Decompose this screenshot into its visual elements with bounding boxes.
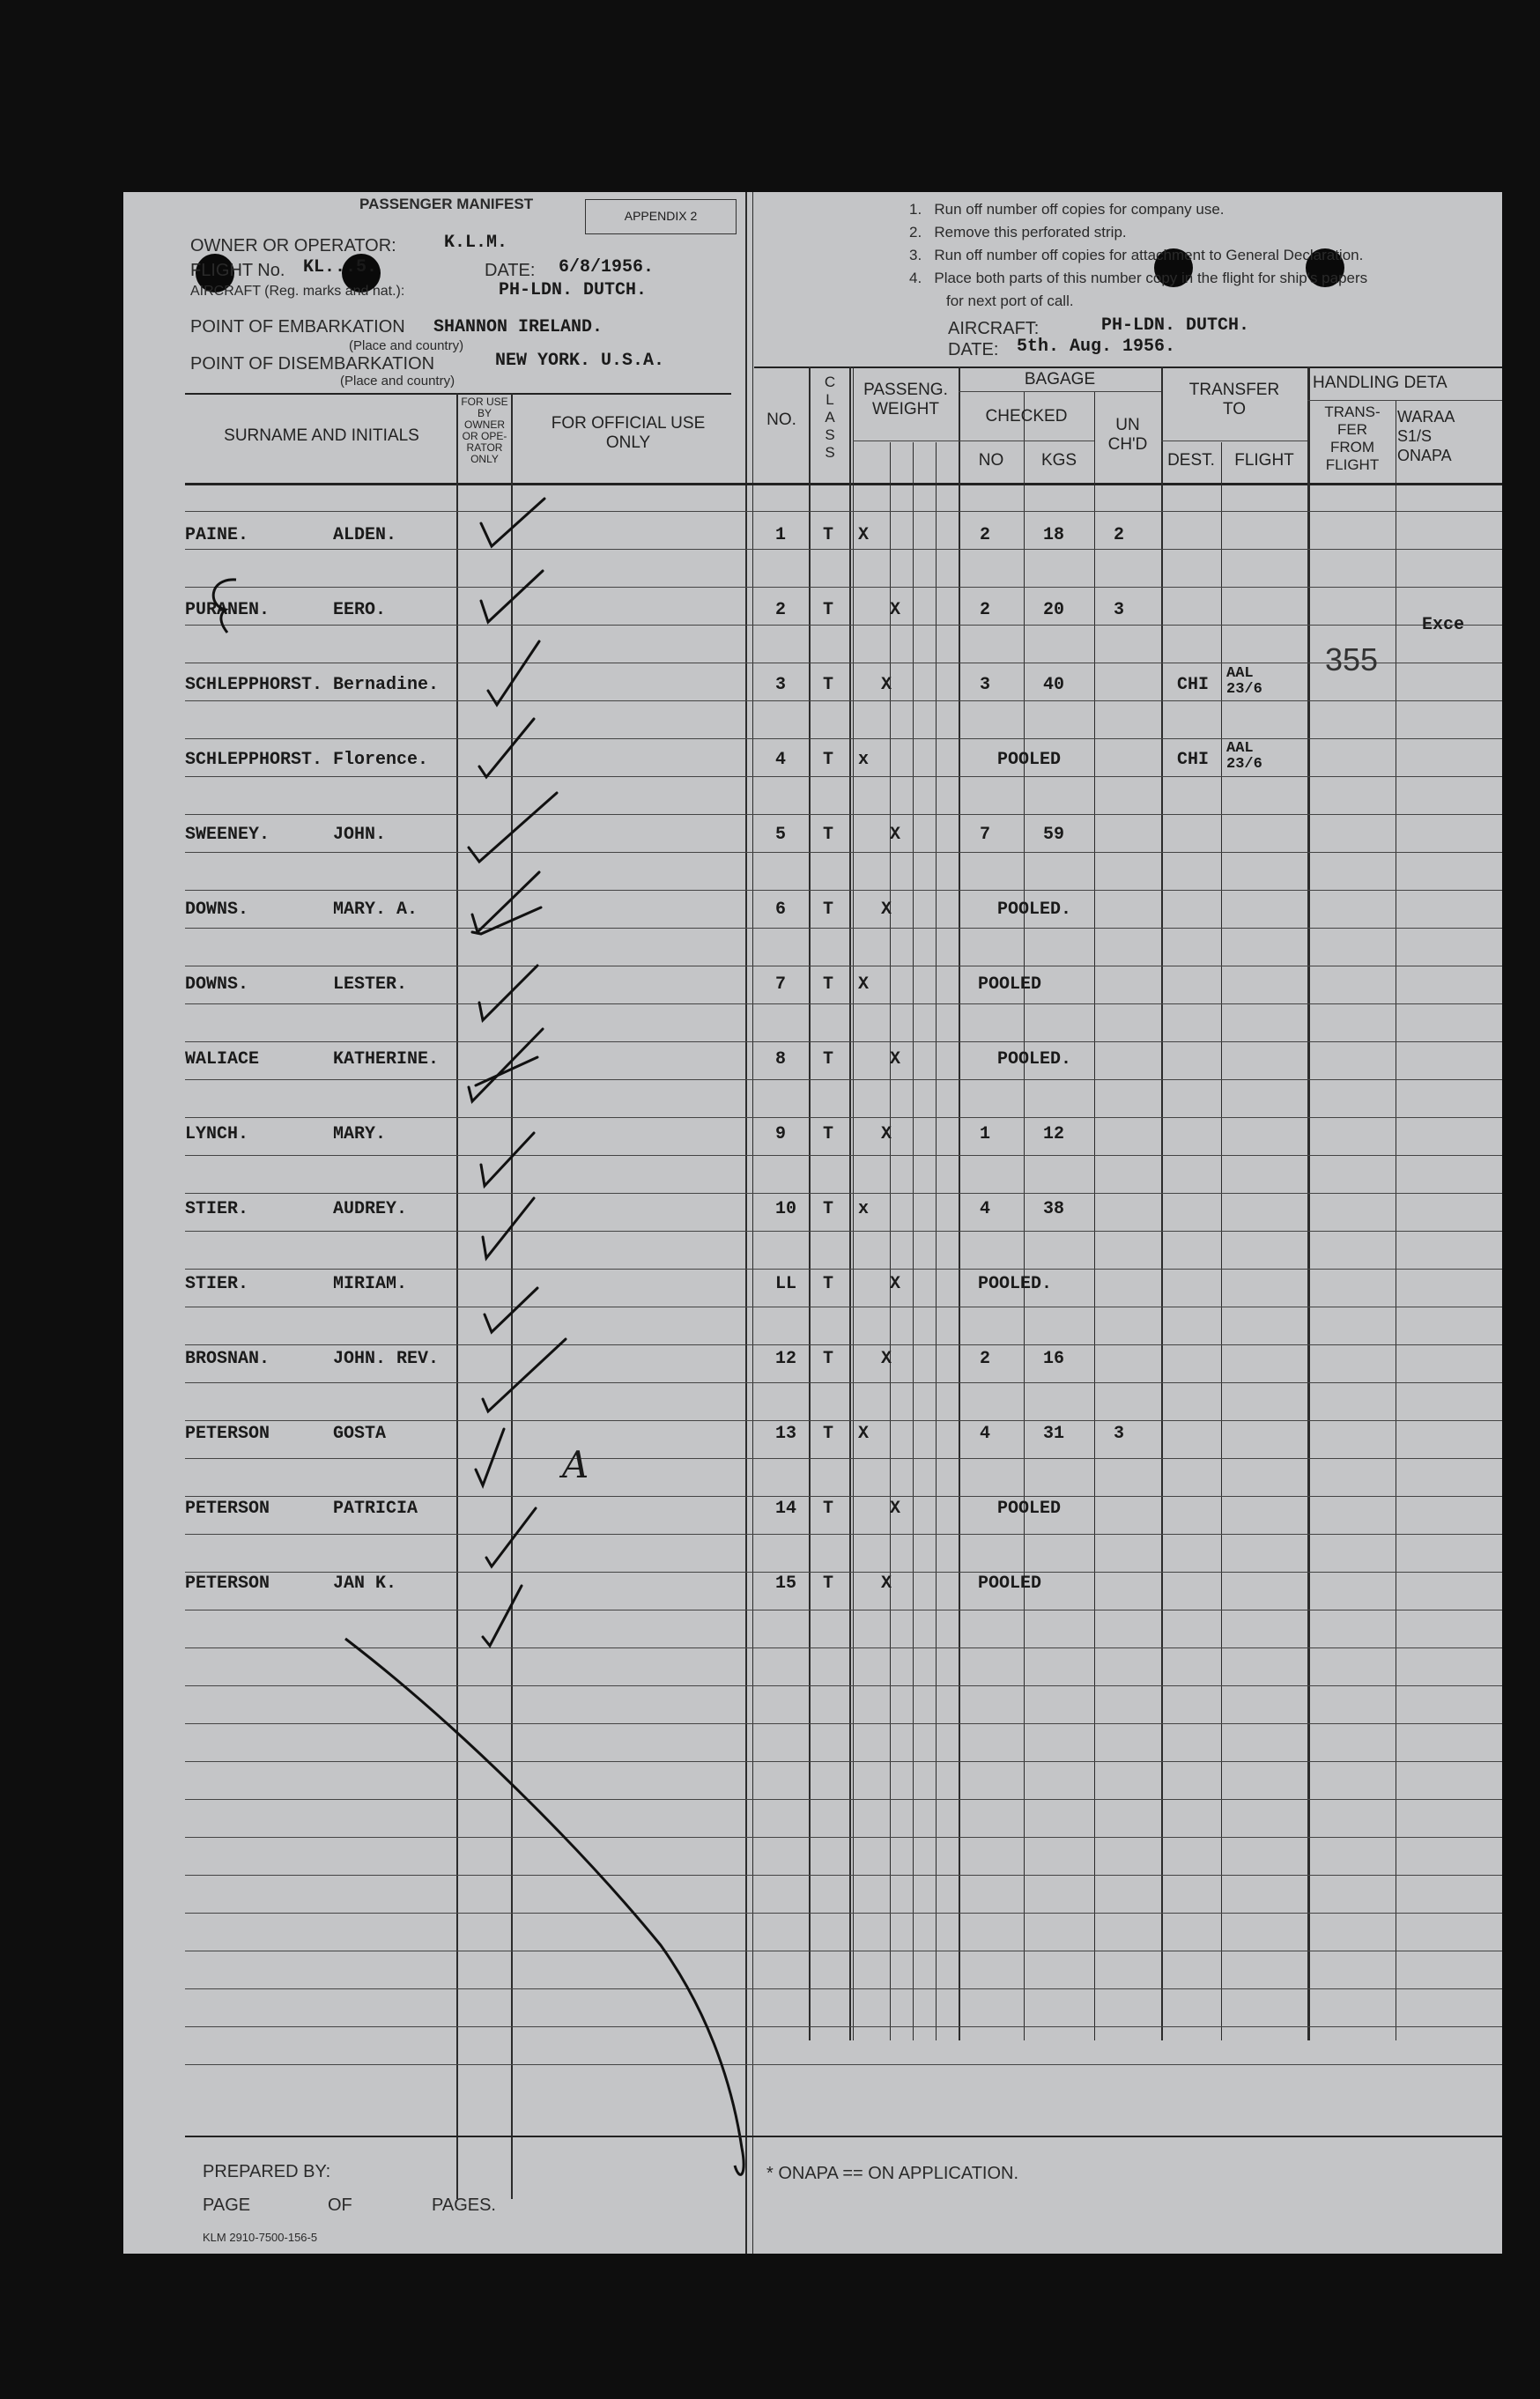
- instruction-item: 1. Run off number off copies for company use.: [909, 201, 1225, 218]
- passenger-class: T: [823, 600, 834, 620]
- checkmark-icon: [483, 1198, 534, 1258]
- passenger-class: T: [823, 825, 834, 845]
- passenger-class: T: [823, 974, 834, 995]
- passenger-number: 2: [775, 600, 787, 620]
- instruction-item: for next port of call.: [946, 292, 1074, 309]
- passenger-surname: SWEENEY.: [185, 825, 270, 845]
- transfer-header: TRANSFER TO: [1188, 381, 1280, 418]
- owner-label: OWNER OR OPERATOR:: [190, 236, 396, 255]
- unchd-header: UN CH'D: [1107, 416, 1148, 454]
- unchecked-count: 3: [1114, 600, 1125, 620]
- handwritten-number: 355: [1325, 641, 1379, 677]
- transfer-dest: CHI: [1177, 675, 1210, 695]
- handling-header: HANDLING DETA: [1313, 374, 1447, 392]
- passenger-number: 6: [775, 900, 787, 920]
- passenger-surname: SCHLEPPHORST.: [185, 675, 323, 695]
- date-label-right: DATE:: [948, 340, 999, 359]
- dest-header: DEST.: [1167, 451, 1215, 470]
- passenger-surname: STIER.: [185, 1274, 249, 1294]
- passenger-class: T: [823, 750, 834, 770]
- passenger-class: T: [823, 1573, 834, 1594]
- passenger-surname: PAINE.: [185, 525, 249, 545]
- disembark-value: NEW YORK. U.S.A.: [495, 351, 665, 371]
- passenger-weight-mark: X: [890, 1049, 901, 1070]
- pages-label: PAGES.: [432, 2195, 496, 2215]
- passenger-initials: Bernadine.: [333, 675, 440, 695]
- passenger-number: LL: [775, 1274, 797, 1294]
- aircraft-label: AIRCRAFT (Reg. marks and nat.):: [190, 284, 405, 299]
- passenger-initials: AUDREY.: [333, 1199, 408, 1219]
- passenger-initials: ALDEN.: [333, 525, 397, 545]
- passenger-number: 7: [775, 974, 787, 995]
- passenger-class: T: [823, 1499, 834, 1519]
- of-label: OF: [328, 2195, 352, 2215]
- passeng-weight-header: PASSENG. WEIGHT: [863, 381, 948, 418]
- pooled-note: POOLED.: [978, 1274, 1053, 1294]
- date-value-right: 5th. Aug. 1956.: [1017, 337, 1176, 357]
- aircraft-value: PH-LDN. DUTCH.: [499, 280, 648, 300]
- bag-kgs: 18: [1043, 525, 1065, 545]
- bag-kgs: 59: [1043, 825, 1065, 845]
- strike-through-line: [345, 1639, 744, 2174]
- aircraft-label-right: AIRCRAFT:: [948, 319, 1040, 338]
- passenger-initials: MIRIAM.: [333, 1274, 408, 1294]
- passenger-number: 1: [775, 525, 787, 545]
- instruction-item: 2. Remove this perforated strip.: [909, 224, 1127, 241]
- passenger-number: 12: [775, 1349, 797, 1369]
- passenger-surname: DOWNS.: [185, 974, 249, 995]
- passenger-number: 3: [775, 675, 787, 695]
- passenger-number: 4: [775, 750, 787, 770]
- bag-kgs: 31: [1043, 1424, 1065, 1444]
- passenger-class: T: [823, 1424, 834, 1444]
- unchecked-count: 2: [1114, 525, 1125, 545]
- prepared-by-label: PREPARED BY:: [203, 2162, 331, 2181]
- checkmark-icon: [479, 966, 537, 1020]
- checkmark-icon: [483, 1586, 522, 1646]
- passenger-initials: JAN K.: [333, 1573, 397, 1594]
- flight-label: FLIGHT No.: [190, 261, 285, 280]
- manifest-title: PASSENGER MANIFEST: [359, 196, 534, 212]
- no-header: NO.: [766, 411, 796, 429]
- pooled-note: POOLED: [997, 750, 1062, 770]
- footer-border: [185, 2136, 1502, 2137]
- transfer-dest: CHI: [1177, 750, 1210, 770]
- passenger-weight-mark: X: [858, 525, 870, 545]
- checkmark-icon: [476, 1057, 537, 1085]
- passenger-surname: BROSNAN.: [185, 1349, 270, 1369]
- checkmark-icon: [469, 1029, 543, 1101]
- passenger-weight-mark: X: [881, 1349, 892, 1369]
- passenger-surname: PURANEN.: [185, 600, 270, 620]
- passenger-surname: DOWNS.: [185, 900, 249, 920]
- bag-count: 2: [980, 1349, 991, 1369]
- transfer-flight: AAL 23/6: [1226, 740, 1262, 773]
- instruction-item: 4. Place both parts of this number copy in the flight for ship's papers: [909, 270, 1368, 286]
- passenger-class: T: [823, 1124, 834, 1144]
- place-country-label: (Place and country): [340, 374, 455, 389]
- checkmark-icons: [469, 499, 566, 1646]
- passenger-weight-mark: X: [881, 1573, 892, 1594]
- page-label: PAGE: [203, 2195, 251, 2215]
- bag-kgs: 40: [1043, 675, 1065, 695]
- passenger-class: T: [823, 1349, 834, 1369]
- pooled-note: POOLED: [978, 1573, 1042, 1594]
- checkmark-icon: [481, 499, 544, 546]
- excess-note: Exce: [1422, 615, 1465, 635]
- aircraft-value-right: PH-LDN. DUTCH.: [1101, 315, 1250, 336]
- bag-count: 4: [980, 1199, 991, 1219]
- bag-count: 3: [980, 675, 991, 695]
- kgs-header: KGS: [1040, 451, 1077, 470]
- appendix-label: APPENDIX 2: [624, 209, 698, 223]
- owner-use-header: FOR USE BY OWNER OR OPE- RATOR ONLY: [461, 396, 508, 465]
- disembark-label: POINT OF DISEMBARKATION: [190, 354, 435, 374]
- bag-kgs: 16: [1043, 1349, 1065, 1369]
- bag-count: 2: [980, 525, 991, 545]
- embark-value: SHANNON IRELAND.: [433, 317, 603, 337]
- bagage-header: BAGAGE: [1024, 370, 1096, 389]
- passenger-surname: PETERSON: [185, 1424, 270, 1444]
- bag-count: 4: [980, 1424, 991, 1444]
- bag-kgs: 20: [1043, 600, 1065, 620]
- bag-no-header: NO: [978, 451, 1004, 470]
- passenger-initials: PATRICIA: [333, 1499, 418, 1519]
- surname-header: SURNAME AND INITIALS: [224, 426, 419, 445]
- passenger-initials: JOHN.: [333, 825, 387, 845]
- pooled-note: POOLED.: [997, 1049, 1072, 1070]
- checkmark-icon: [483, 1339, 566, 1411]
- checkmark-icon: [485, 1288, 537, 1332]
- transfer-from-header: TRANS- FER FROM FLIGHT: [1324, 404, 1381, 473]
- passenger-class: T: [823, 525, 834, 545]
- flight-header: FLIGHT: [1234, 451, 1294, 470]
- passenger-weight-mark: X: [881, 900, 892, 920]
- handwritten-mark: [213, 580, 236, 633]
- class-header: C L A S S: [824, 374, 836, 461]
- passenger-weight-mark: X: [890, 1499, 901, 1519]
- passenger-weight-mark: X: [890, 600, 901, 620]
- passenger-initials: GOSTA: [333, 1424, 387, 1444]
- passenger-initials: KATHERINE.: [333, 1049, 440, 1070]
- passenger-number: 13: [775, 1424, 797, 1444]
- transfer-flight: AAL 23/6: [1226, 665, 1262, 698]
- official-use-header: FOR OFFICIAL USE ONLY: [551, 414, 706, 452]
- passenger-surname: WALIACE: [185, 1049, 260, 1070]
- passenger-weight-mark: x: [858, 1199, 870, 1219]
- bag-count: 2: [980, 600, 991, 620]
- passenger-number: 10: [775, 1199, 797, 1219]
- checkmark-icon: [481, 1133, 534, 1186]
- passenger-number: 9: [775, 1124, 787, 1144]
- checkmark-icon: [479, 719, 534, 777]
- passenger-number: 15: [775, 1573, 797, 1594]
- checkmark-icon: [488, 641, 539, 705]
- checked-header: CHECKED: [985, 407, 1068, 426]
- passenger-initials: Florence.: [333, 750, 429, 770]
- bag-kgs: 38: [1043, 1199, 1065, 1219]
- passenger-surname: LYNCH.: [185, 1124, 249, 1144]
- handwriting-overlay: [123, 192, 1502, 2254]
- checkmark-icon: [476, 1429, 504, 1485]
- pooled-note: POOLED: [997, 1499, 1062, 1519]
- passenger-initials: LESTER.: [333, 974, 408, 995]
- date-label: DATE:: [485, 261, 536, 280]
- pooled-note: POOLED: [978, 974, 1042, 995]
- passenger-class: T: [823, 1274, 834, 1294]
- onapa-note: * ONAPA == ON APPLICATION.: [766, 2164, 1019, 2183]
- passenger-weight-mark: X: [858, 1424, 870, 1444]
- passenger-class: T: [823, 1199, 834, 1219]
- passenger-class: T: [823, 1049, 834, 1070]
- passenger-weight-mark: X: [890, 825, 901, 845]
- date-value: 6/8/1956.: [559, 257, 655, 278]
- instruction-item: 3. Run off number off copies for attachment to General Declaration.: [909, 247, 1364, 263]
- passenger-initials: JOHN. REV.: [333, 1349, 440, 1369]
- passenger-surname: PETERSON: [185, 1499, 270, 1519]
- manifest-paper: [123, 192, 1502, 2254]
- passenger-weight-mark: X: [881, 1124, 892, 1144]
- flight-value: KL...5.: [303, 257, 378, 278]
- place-country-label: (Place and country): [349, 338, 464, 353]
- passenger-weight-mark: x: [858, 750, 870, 770]
- passenger-number: 5: [775, 825, 787, 845]
- passenger-class: T: [823, 675, 834, 695]
- passenger-number: 14: [775, 1499, 797, 1519]
- checkmark-icon: [486, 1508, 536, 1566]
- passenger-weight-mark: X: [890, 1274, 901, 1294]
- passenger-weight-mark: X: [881, 675, 892, 695]
- checkmark-icon: [472, 907, 541, 934]
- passenger-initials: EERO.: [333, 600, 387, 620]
- embark-label: POINT OF EMBARKATION: [190, 317, 405, 337]
- passenger-class: T: [823, 900, 834, 920]
- waraa-header: WARAA S1/S ONAPA: [1397, 408, 1455, 464]
- handwritten-letter: A: [562, 1443, 589, 1486]
- passenger-initials: MARY. A.: [333, 900, 418, 920]
- checkmark-icon: [481, 571, 543, 622]
- pooled-note: POOLED.: [997, 900, 1072, 920]
- passenger-weight-mark: X: [858, 974, 870, 995]
- owner-value: K.L.M.: [444, 233, 508, 253]
- passenger-surname: PETERSON: [185, 1573, 270, 1594]
- bag-count: 7: [980, 825, 991, 845]
- unchecked-count: 3: [1114, 1424, 1125, 1444]
- checkmark-icon: [469, 793, 557, 862]
- passenger-surname: STIER.: [185, 1199, 249, 1219]
- passenger-initials: MARY.: [333, 1124, 387, 1144]
- passenger-surname: SCHLEPPHORST.: [185, 750, 323, 770]
- bag-kgs: 12: [1043, 1124, 1065, 1144]
- passenger-number: 8: [775, 1049, 787, 1070]
- bag-count: 1: [980, 1124, 991, 1144]
- form-number: KLM 2910-7500-156-5: [203, 2231, 318, 2244]
